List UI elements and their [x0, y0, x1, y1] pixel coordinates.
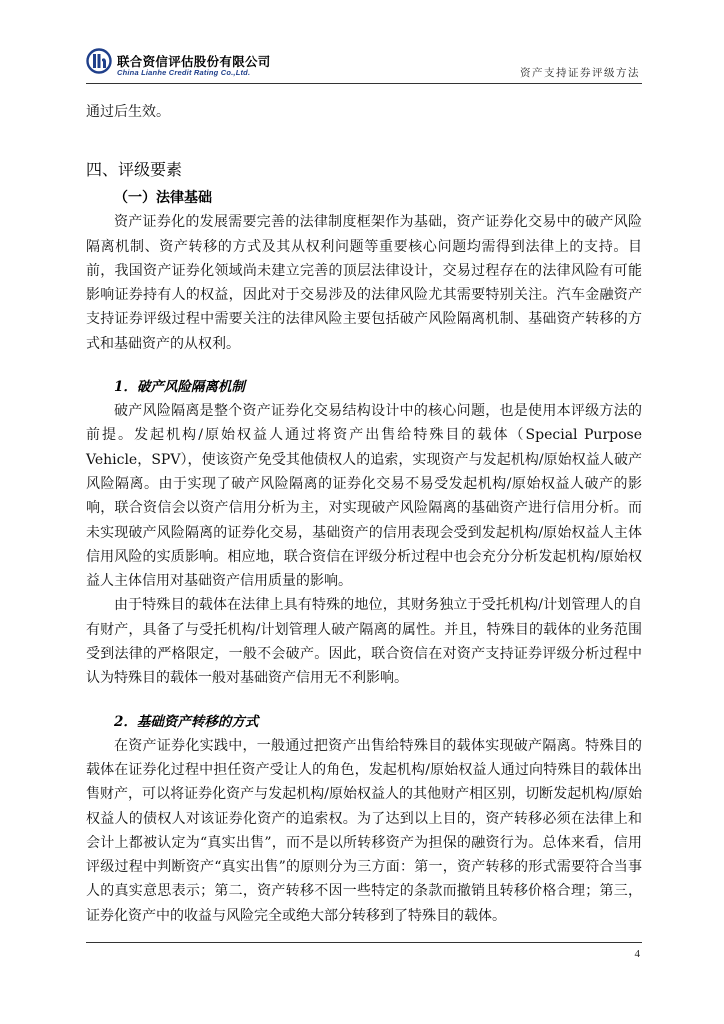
item-heading-2: 2．基础资产转移的方式	[114, 713, 259, 730]
lianhe-logo-icon	[86, 48, 112, 74]
continued-text: 通过后生效。	[86, 104, 170, 120]
company-name-en: China Lianhe Credit Rating Co.,Ltd.	[117, 68, 251, 77]
document-title: 资产支持证券评级方法	[520, 67, 640, 79]
section-heading: 四、评级要素	[86, 160, 183, 180]
page-number: 4	[634, 948, 640, 960]
company-name-cn: 联合资信评估股份有限公司	[117, 54, 271, 69]
item2-paragraph-1: 在资产证券化实践中，一般通过把资产出售给特殊目的载体实现破产隔离。特殊目的载体在证券化过程中担任资产受让人的角色，发起机构/原始权益人通过向特殊目的载体出售财产，可以将证券化资产与发起机构/原始权益人的其他财产相区别，切断发起机构/原始权益人的债权人对该证券化资产的追索权。为了达到以上目的，资产转移必须在法律上和会计上都被认定为“真实出售”，而不是以所转移资产为担保的融资行为。总体来看，信用评级过程中判断资产“真实出售”的原则分为三方面：第一，资产转移的形式需要符合当事人的真实意思表示；第二，资产转移不因一些特定的条款而撤销且转移价格合理；第三，证券化资产中的收益与风险完全或绝大部分转移到了特殊目的载体。	[86, 737, 642, 924]
subsection-heading: （一）法律基础	[114, 190, 212, 207]
item-heading-1: 1．破产风险隔离机制	[114, 379, 245, 396]
intro-paragraph: 资产证券化的发展需要完善的法律制度框架作为基础，资产证券化交易中的破产风险隔离机制、资产转移的方式及其从权利问题等重要核心问题均需得到法律上的支持。目前，我国资产证券化领域尚未建立完善的顶层法律设计，交易过程存在的法律风险有可能影响证券持有人的权益，因此对于交易涉及的法律风险尤其需要特别关注。汽车金融资产支持证券评级过程中需要关注的法律风险主要包括破产风险隔离机制、基础资产转移的方式和基础资产的从权利。	[86, 214, 642, 352]
page-header	[86, 40, 642, 84]
item1-paragraph-1: 破产风险隔离是整个资产证券化交易结构设计中的核心问题，也是使用本评级方法的前提。发起机构/原始权益人通过将资产出售给特殊目的载体（Special Purpose Vehicle，SPV），使该资产免受其他债权人的追索，实现资产与发起机构/原始权益人破产风险隔离。由于实现了破产风险隔离的证券化交易不易受发起机构/原始权益人破产的影响，联合资信会以资产信用分析为主，对实现破产风险隔离的基础资产进行信用分析。而未实现破产风险隔离的证券化交易，基础资产的信用表现会受到发起机构/原始权益人主体信用风险的实质影响。相应地，联合资信在评级分析过程中也会充分分析发起机构/原始权益人主体信用对基础资产信用质量的影响。	[86, 403, 642, 590]
footer-divider	[86, 942, 642, 943]
page-content	[86, 100, 642, 928]
item1-paragraph-2: 由于特殊目的载体在法律上具有特殊的地位，其财务独立于受托机构/计划管理人的自有财产，具备了与受托机构/计划管理人破产隔离的属性。并且，特殊目的载体的业务范围受到法律的严格限定，一般不会破产。因此，联合资信在对资产支持证券评级分析过程中认为特殊目的载体一般对基础资产信用无不利影响。	[86, 597, 642, 687]
